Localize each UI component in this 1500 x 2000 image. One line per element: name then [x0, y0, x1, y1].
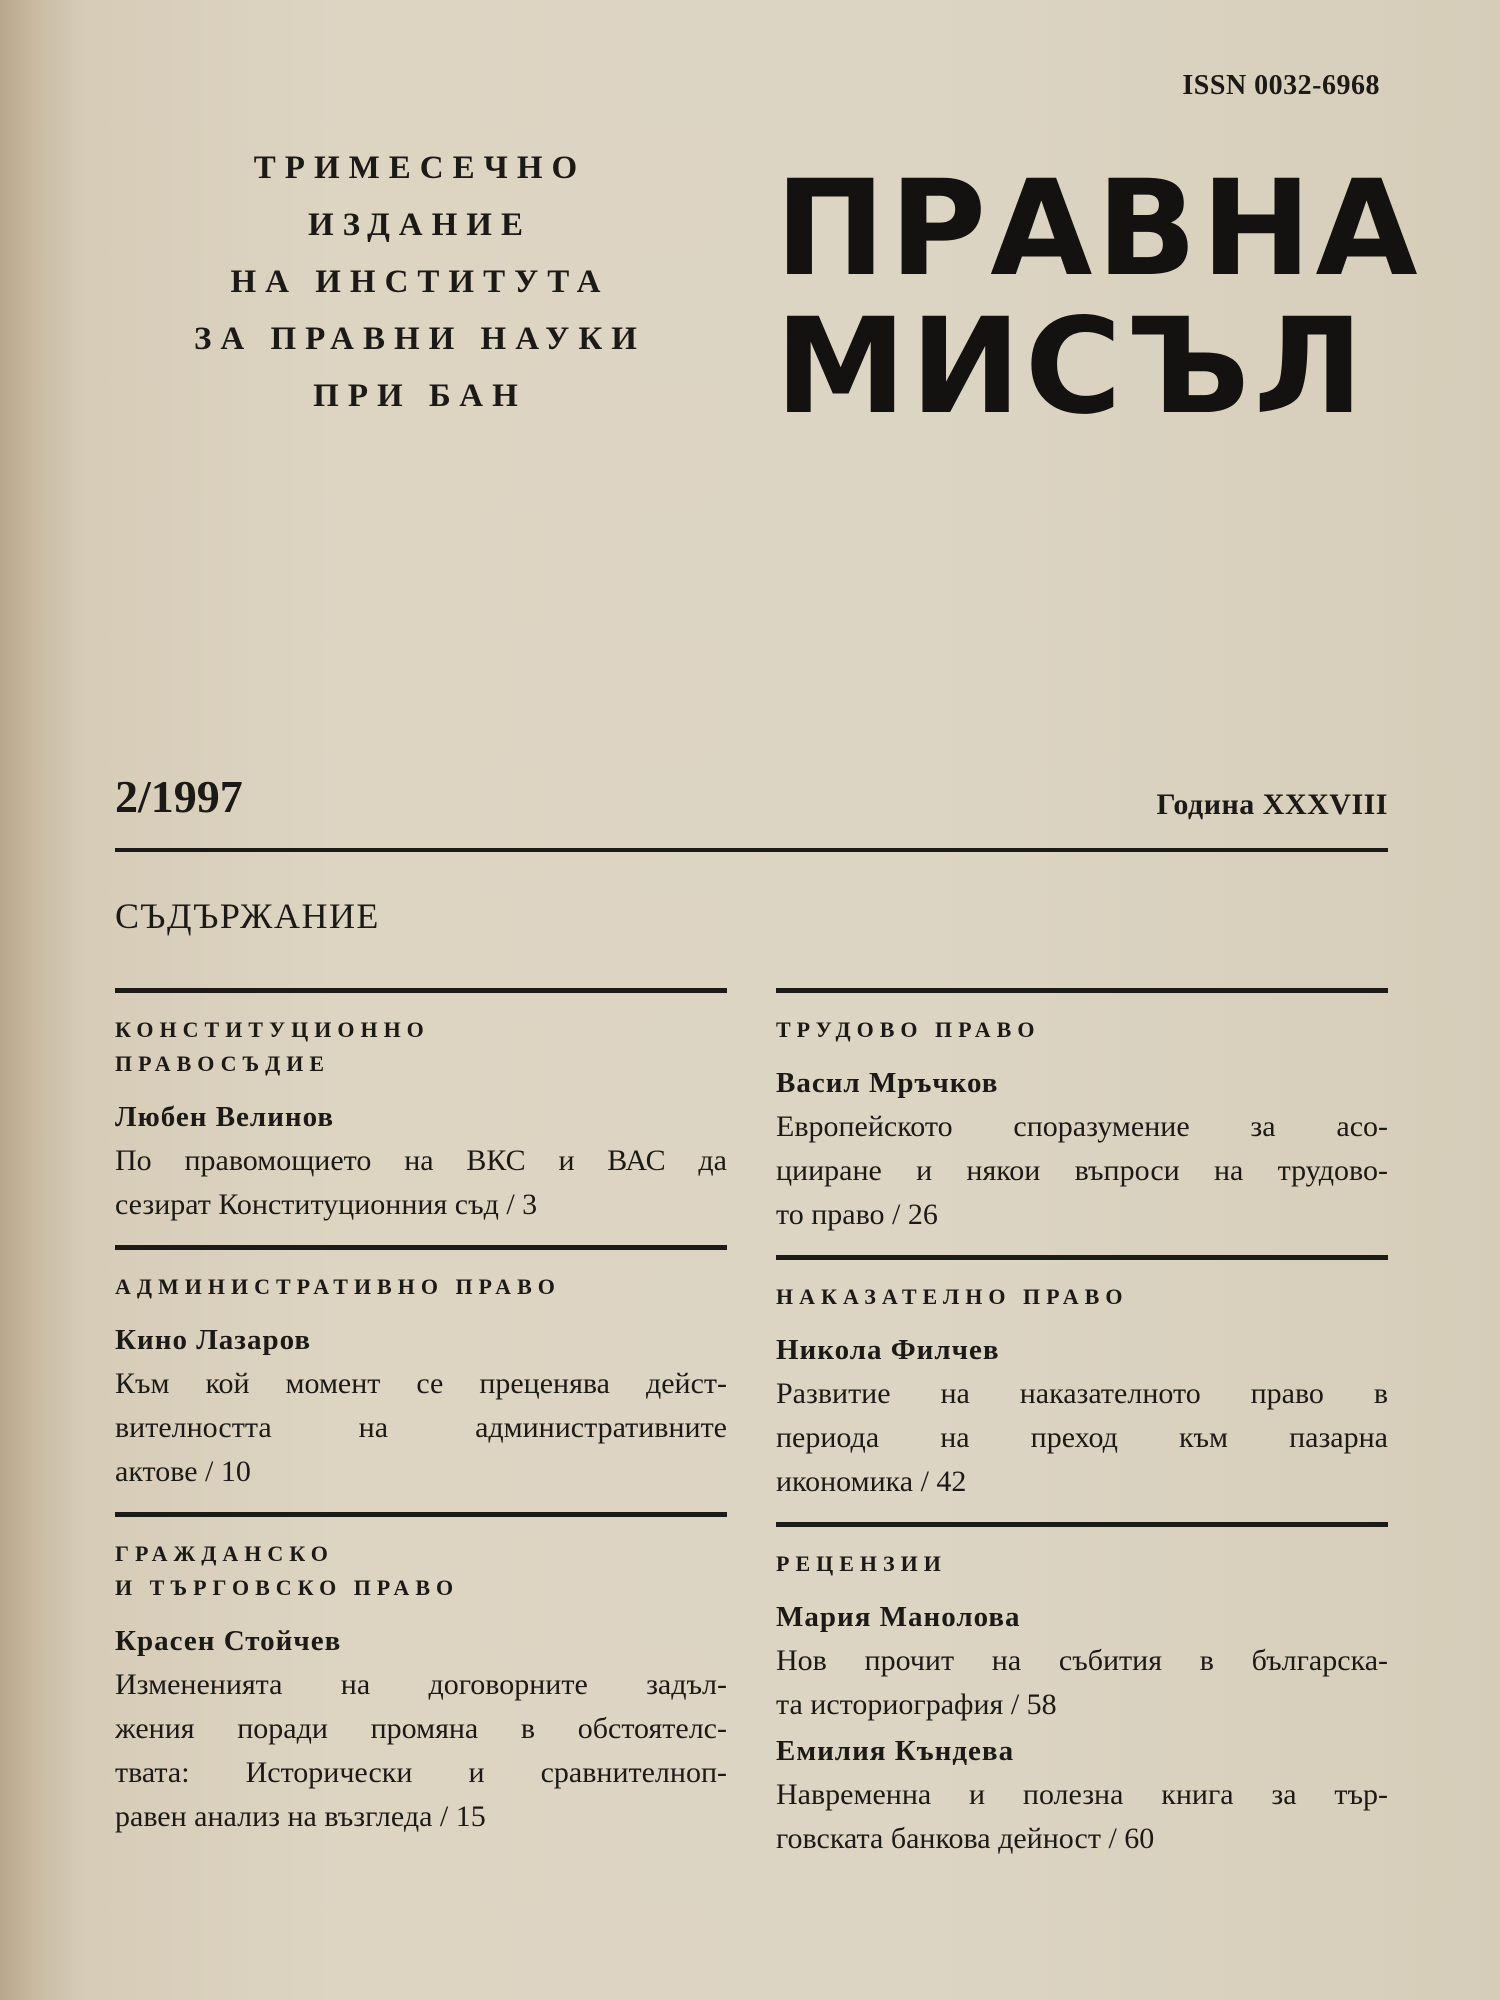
article-author: Красен Стойчев	[115, 1625, 342, 1657]
contents-right-column	[776, 988, 1388, 1879]
article-title-line: вителността на административните	[115, 1411, 727, 1444]
contents-section	[115, 1512, 727, 1857]
contents-heading: СЪДЪРЖАНИЕ	[115, 896, 380, 936]
title-line: ПРАВНА	[775, 152, 1422, 306]
header-divider	[115, 848, 1388, 852]
section-title	[115, 1270, 727, 1304]
article-title	[776, 1773, 1388, 1861]
subtitle-line: ПРИ БАН	[313, 378, 527, 414]
article-title	[115, 1139, 727, 1227]
article-title-line: жения поради промяна в обстоятелс-	[115, 1712, 727, 1745]
subtitle-line: ИЗДАНИЕ	[308, 207, 532, 243]
title-line: МИСЪЛ	[775, 290, 1368, 444]
article-title-line: равен анализ на възгледа / 15	[115, 1800, 486, 1833]
section-title	[776, 1280, 1388, 1314]
article-author: Любен Велинов	[115, 1101, 335, 1133]
section-title-line: И ТЪРГОВСКО ПРАВО	[115, 1575, 460, 1600]
contents-section	[776, 1255, 1388, 1522]
article-title-line: Към кой момент се преценява дейст-	[115, 1367, 727, 1400]
article-title-line: та историография / 58	[776, 1688, 1057, 1721]
article-title-line: цииране и някои въпроси на трудово-	[776, 1154, 1388, 1187]
article-title-line: Европейското споразумение за асо-	[776, 1110, 1388, 1143]
volume-year: Година XXXVIII	[1156, 788, 1388, 821]
section-title	[776, 1013, 1388, 1047]
article-title-line: Навременна и полезна книга за тър-	[776, 1778, 1388, 1811]
article-title-line: актове / 10	[115, 1455, 251, 1488]
article-title-line: сезират Конституционния съд / 3	[115, 1188, 538, 1221]
book-spine	[0, 0, 45, 2000]
section-title	[115, 1013, 727, 1081]
article-title-line: твата: Исторически и сравнителноп-	[115, 1756, 727, 1789]
subtitle-line: ТРИМЕСЕЧНО	[253, 150, 587, 186]
section-title-line: ГРАЖДАНСКО	[115, 1541, 334, 1566]
article-title-line: икономика / 42	[776, 1465, 967, 1498]
contents-section	[776, 988, 1388, 1255]
issn-number: ISSN 0032-6968	[1182, 70, 1380, 101]
article-title-line: говската банкова дейност / 60	[776, 1822, 1155, 1855]
contents-section	[776, 1522, 1388, 1879]
publisher-subtitle	[140, 140, 700, 425]
article-author: Кино Лазаров	[115, 1324, 312, 1356]
article-title-line: то право / 26	[776, 1198, 938, 1231]
section-title-line: ПРАВОСЪДИЕ	[115, 1051, 331, 1076]
contents-section	[115, 988, 727, 1245]
article-title-line: По правомощието на ВКС и ВАС да	[115, 1144, 727, 1177]
journal-title	[775, 152, 1422, 444]
contents-section	[115, 1245, 727, 1512]
article-title	[776, 1639, 1388, 1727]
section-title-line: АДМИНИСТРАТИВНО ПРАВО	[115, 1274, 561, 1299]
article-title-line: периода на преход към пазарна	[776, 1421, 1388, 1454]
section-title	[115, 1537, 727, 1605]
subtitle-line: ЗА ПРАВНИ НАУКИ	[194, 321, 646, 357]
article-title-line: Измененията на договорните задъл-	[115, 1668, 727, 1701]
article-author: Никола Филчев	[776, 1334, 1000, 1366]
article-title	[115, 1663, 727, 1839]
section-title-line: НАКАЗАТЕЛНО ПРАВО	[776, 1284, 1129, 1309]
article-title-line: Развитие на наказателното право в	[776, 1377, 1388, 1410]
section-title-line: ТРУДОВО ПРАВО	[776, 1017, 1041, 1042]
issue-number: 2/1997	[115, 771, 243, 822]
section-title-line: КОНСТИТУЦИОННО	[115, 1017, 430, 1042]
section-title	[776, 1547, 1388, 1581]
subtitle-line: НА ИНСТИТУТА	[230, 264, 610, 300]
article-title	[776, 1105, 1388, 1237]
section-title-line: РЕЦЕНЗИИ	[776, 1551, 947, 1576]
contents-left-column	[115, 988, 727, 1857]
article-title	[776, 1372, 1388, 1504]
article-author: Васил Мръчков	[776, 1067, 999, 1099]
article-title-line: Нов прочит на събития в българска-	[776, 1644, 1388, 1677]
article-title	[115, 1362, 727, 1494]
article-author: Емилия Къндева	[776, 1735, 1015, 1767]
article-author: Мария Манолова	[776, 1601, 1021, 1633]
